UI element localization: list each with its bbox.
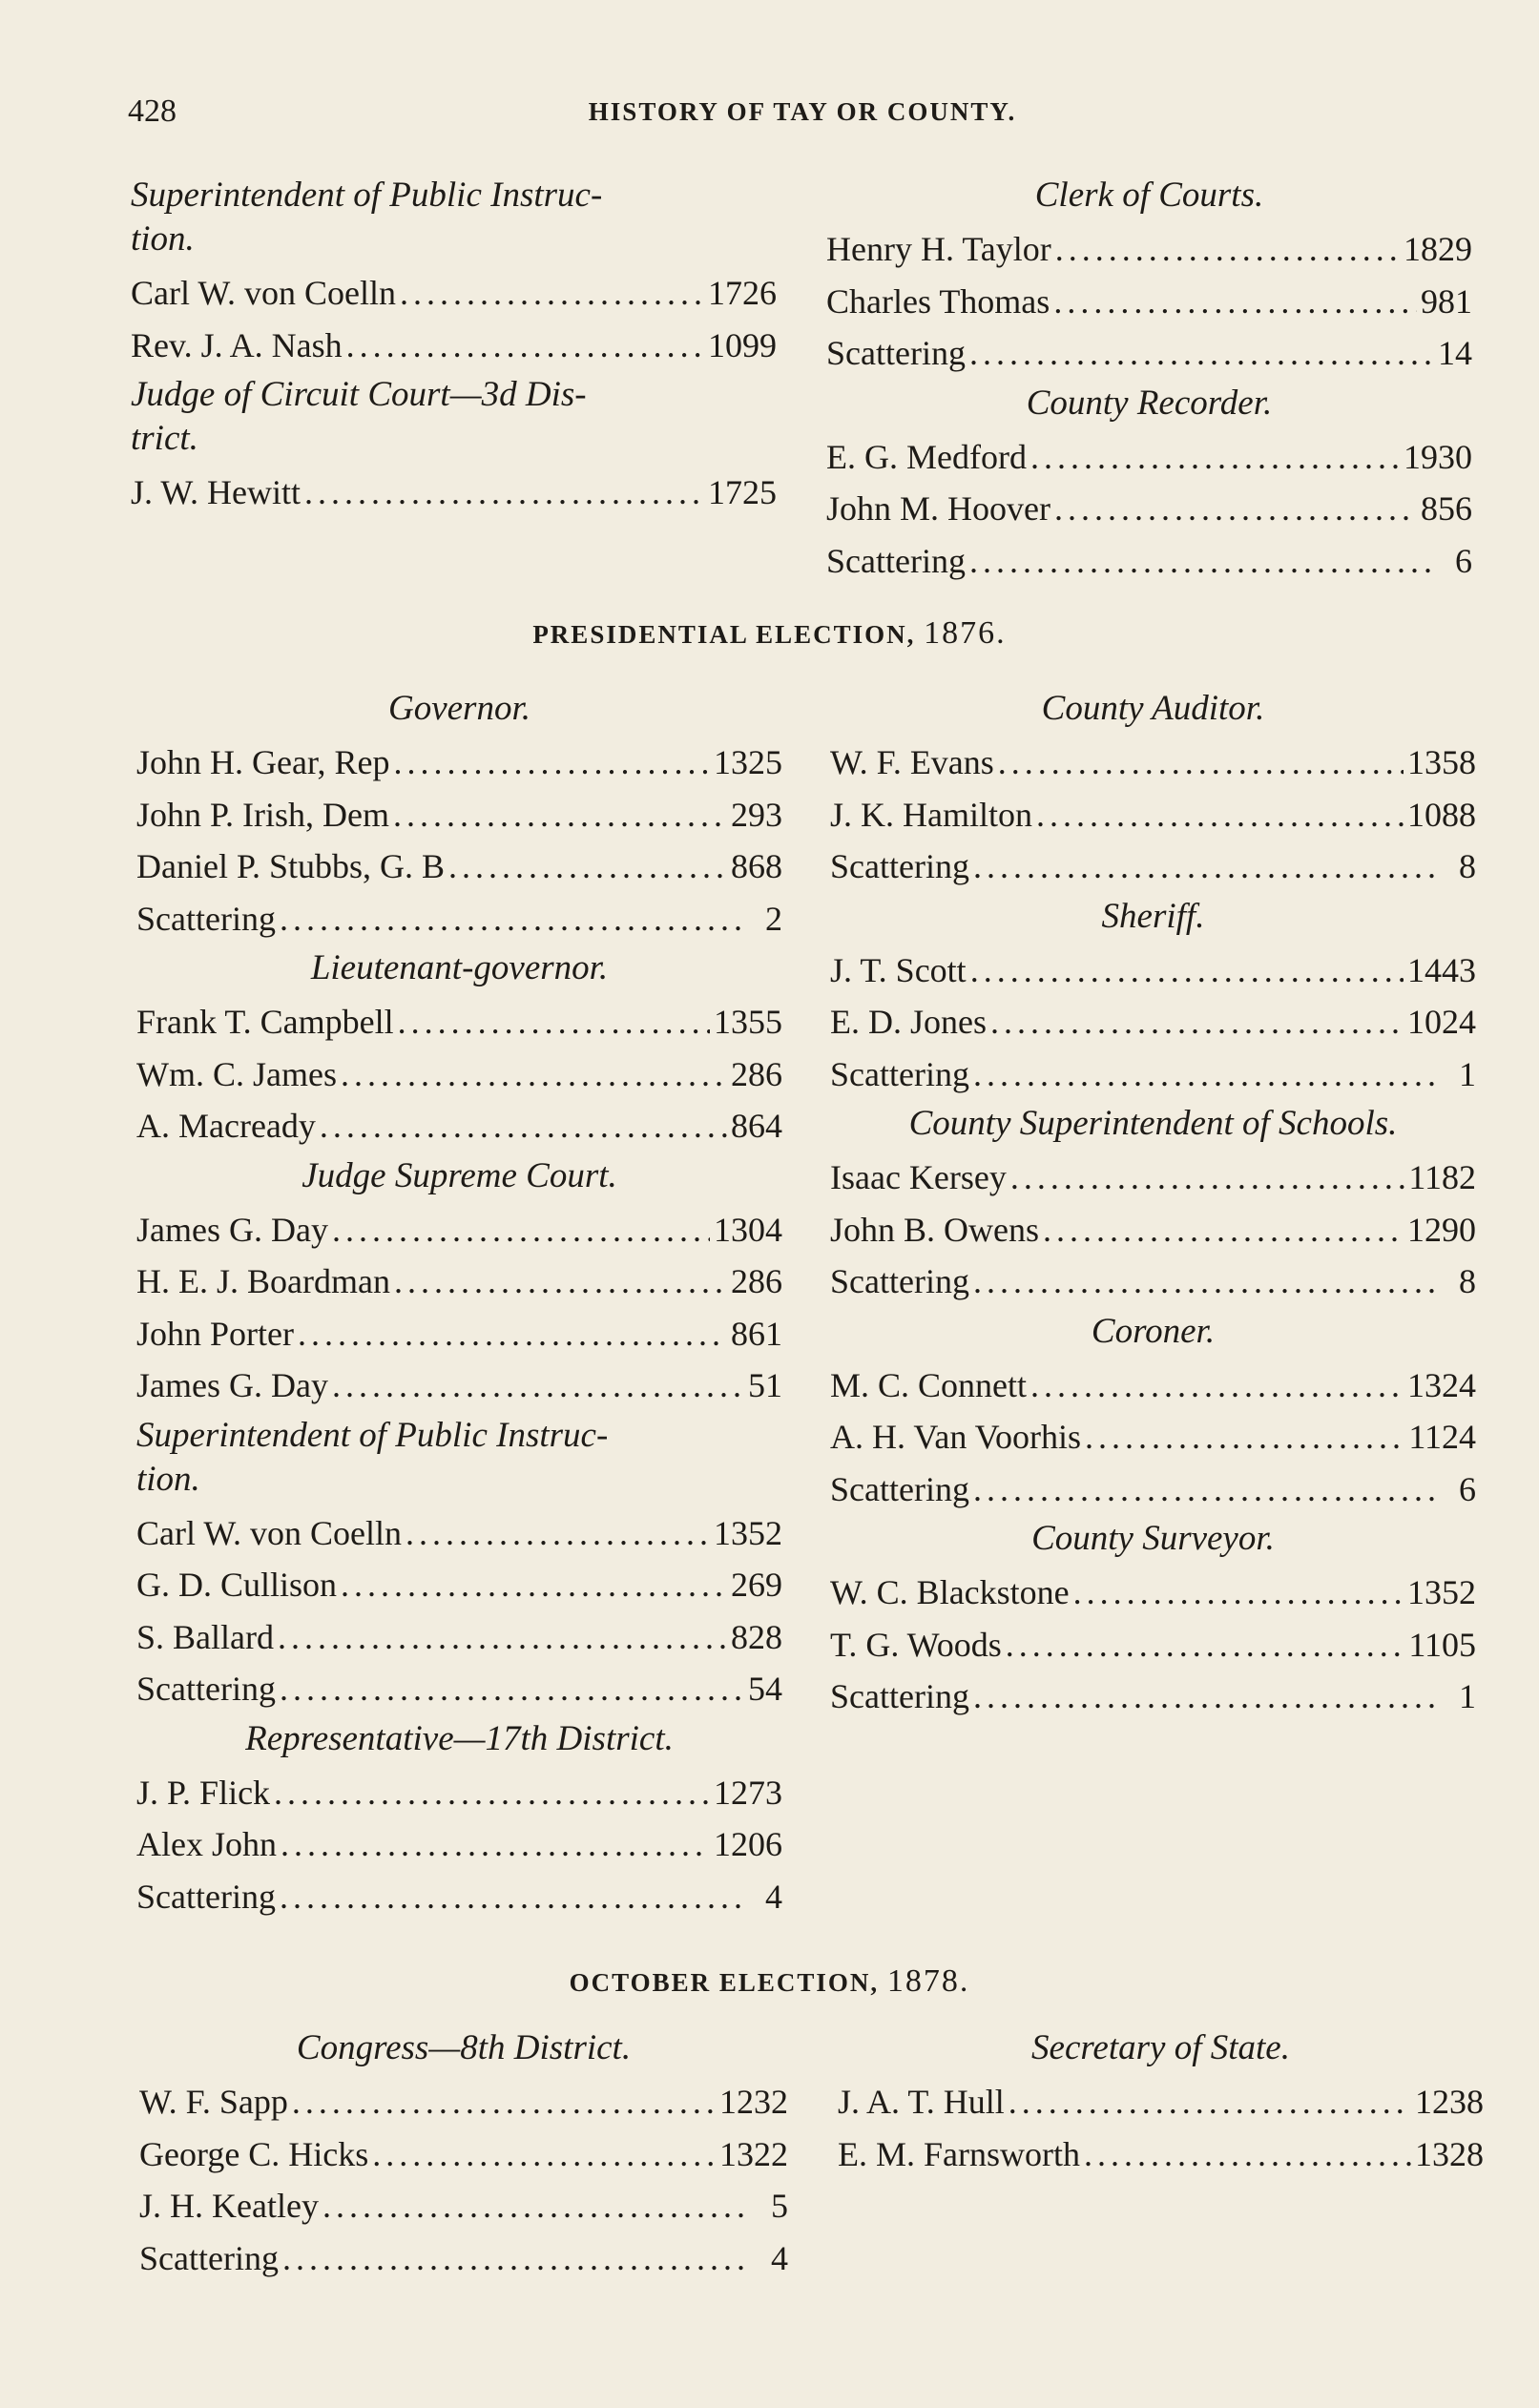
office-block [830, 1102, 1476, 1308]
candidate-row [139, 2076, 788, 2128]
vote-count: 1725 [708, 473, 777, 511]
vote-count: 1182 [1408, 1158, 1476, 1196]
dot-leader [1053, 276, 1417, 328]
dot-leader [973, 1048, 1434, 1101]
dot-leader [1084, 2128, 1411, 2181]
candidate-row [136, 1871, 782, 1923]
candidate-name: Scattering [826, 541, 966, 580]
office-block [131, 373, 777, 519]
candidate-name: J. A. T. Hull [838, 2083, 1005, 2121]
vote-count: 8 [1459, 847, 1476, 885]
office-block [131, 174, 777, 371]
candidate-row [830, 1256, 1476, 1308]
vote-count: 1325 [714, 743, 782, 781]
vote-count: 828 [731, 1617, 782, 1656]
october-right-column [838, 2024, 1484, 2180]
running-head [128, 93, 1477, 135]
candidate-row [826, 276, 1472, 328]
dot-leader [1054, 483, 1417, 535]
candidate-row [136, 1559, 782, 1611]
section-heading-text: PRESIDENTIAL ELECTION, [532, 620, 916, 649]
office-block [830, 1310, 1476, 1516]
candidate-row [826, 431, 1472, 484]
dot-leader [448, 841, 727, 893]
office-title-text: County Auditor. [1041, 689, 1265, 728]
candidate-row [136, 1507, 782, 1560]
dot-leader [1030, 1360, 1404, 1412]
candidate-row [830, 841, 1476, 893]
candidate-row [830, 1619, 1476, 1671]
candidate-name: James G. Day [136, 1366, 328, 1404]
october-left-column [139, 2024, 788, 2284]
candidate-row [136, 893, 782, 945]
candidate-row [830, 1567, 1476, 1619]
dot-leader [969, 327, 1430, 380]
candidate-row [136, 1308, 782, 1360]
candidate-row [830, 1360, 1476, 1412]
vote-count: 293 [731, 795, 782, 834]
dot-leader [1010, 1152, 1404, 1204]
dot-leader [346, 320, 704, 372]
candidate-name: J. T. Scott [830, 950, 967, 989]
candidate-name: W. F. Evans [830, 743, 994, 781]
vote-count: 1206 [714, 1825, 782, 1863]
office-block [830, 1517, 1476, 1723]
candidate-name: T. G. Woods [830, 1625, 1002, 1664]
office-block [826, 382, 1472, 588]
candidate-name: Rev. J. A. Nash [131, 325, 343, 364]
dot-leader [1030, 431, 1400, 484]
office-title-text: Clerk of Courts. [1034, 176, 1264, 215]
office-title [136, 1154, 782, 1198]
candidate-name: Carl W. von Coelln [136, 1513, 402, 1552]
presidential-right-column [830, 685, 1476, 1723]
candidate-row [826, 483, 1472, 535]
candidate-name: George C. Hicks [139, 2134, 369, 2173]
dot-leader [341, 1559, 727, 1611]
dot-leader [1073, 1567, 1404, 1619]
candidate-name: John Porter [136, 1314, 294, 1353]
vote-count: 868 [731, 847, 782, 885]
dot-leader [969, 535, 1430, 588]
office-title-continuation: tion. [131, 219, 195, 259]
vote-count: 1 [1459, 1054, 1476, 1093]
vote-count: 269 [731, 1566, 782, 1604]
vote-count: 1088 [1407, 795, 1476, 834]
office-title-text: Superintendent of Public Instruc- [136, 1415, 609, 1455]
candidate-row [830, 1463, 1476, 1516]
office-title [131, 174, 777, 261]
office-title-text: Lieutenant-governor. [310, 948, 609, 987]
office-title [136, 1717, 782, 1761]
candidate-name: Scattering [830, 1469, 969, 1508]
vote-count: 54 [748, 1670, 782, 1708]
dot-leader [1085, 1411, 1404, 1463]
candidate-name: Wm. C. James [136, 1054, 337, 1093]
dot-leader [341, 1048, 727, 1101]
page-number: 428 [128, 93, 177, 129]
vote-count: 6 [1455, 541, 1472, 580]
vote-count: 1024 [1407, 1003, 1476, 1041]
office-title-text: County Superintendent of Schools. [908, 1104, 1398, 1143]
candidate-name: Carl W. von Coelln [131, 274, 396, 312]
dot-leader [332, 1360, 740, 1412]
vote-count: 1829 [1404, 230, 1472, 268]
candidate-name: W. F. Sapp [139, 2083, 288, 2121]
running-title: HISTORY OF TAY OR COUNTY. [588, 97, 1017, 126]
dot-leader [281, 1818, 710, 1871]
candidate-row [131, 467, 777, 519]
vote-count: 856 [1421, 489, 1472, 528]
office-block [139, 2026, 788, 2284]
candidate-row [830, 1411, 1476, 1463]
candidate-name: J. P. Flick [136, 1773, 271, 1812]
office-title-text: County Recorder. [1026, 383, 1273, 423]
dot-leader [973, 841, 1434, 893]
office-block [838, 2026, 1484, 2180]
vote-count: 861 [731, 1314, 782, 1353]
vote-count: 1358 [1407, 743, 1476, 781]
office-block [136, 687, 782, 945]
candidate-name: Daniel P. Stubbs, G. B [136, 847, 446, 885]
candidate-row [826, 327, 1472, 380]
vote-count: 4 [765, 1877, 782, 1916]
office-title-text: County Surveyor. [1031, 1519, 1275, 1558]
vote-count: 1352 [714, 1513, 782, 1552]
dot-leader [274, 1767, 710, 1819]
office-title [139, 2026, 788, 2070]
candidate-row [136, 789, 782, 841]
dot-leader [973, 1671, 1434, 1723]
dot-leader [282, 2232, 746, 2285]
vote-count: 6 [1459, 1469, 1476, 1508]
candidate-row [830, 737, 1476, 789]
candidate-row [136, 1204, 782, 1256]
candidate-name: Scattering [830, 1054, 969, 1093]
dot-leader [400, 267, 704, 320]
candidate-row [830, 1671, 1476, 1723]
candidate-name: E. M. Farnsworth [838, 2134, 1080, 2173]
section-heading-year: 1876. [924, 615, 1007, 651]
dot-leader [278, 1611, 727, 1664]
dot-leader [406, 1507, 710, 1560]
office-block [136, 1414, 782, 1715]
candidate-row [826, 535, 1472, 588]
dot-leader [322, 2180, 746, 2232]
vote-count: 1443 [1407, 950, 1476, 989]
candidate-row [826, 223, 1472, 276]
dot-leader [1009, 2076, 1411, 2128]
candidate-name: Scattering [136, 899, 276, 938]
dot-leader [394, 1256, 727, 1308]
candidate-name: G. D. Cullison [136, 1566, 338, 1604]
vote-count: 8 [1459, 1262, 1476, 1300]
office-title-text: Governor. [387, 689, 530, 728]
vote-count: 1238 [1415, 2083, 1484, 2121]
dot-leader [372, 2128, 716, 2181]
candidate-name: J. K. Hamilton [830, 795, 1032, 834]
office-title-text: Congress—8th District. [296, 2028, 632, 2067]
candidate-name: John H. Gear, Rep [136, 743, 390, 781]
candidate-row [131, 267, 777, 320]
dot-leader [1006, 1619, 1405, 1671]
office-title [826, 174, 1472, 218]
dot-leader [292, 2076, 716, 2128]
office-block [830, 895, 1476, 1101]
candidate-row [830, 1048, 1476, 1101]
dot-leader [398, 996, 710, 1048]
candidate-name: S. Ballard [136, 1617, 274, 1656]
vote-count: 1 [1459, 1677, 1476, 1715]
candidate-name: H. E. J. Boardman [136, 1262, 390, 1300]
candidate-row [136, 737, 782, 789]
office-title-text: Judge of Circuit Court—3d Dis- [131, 375, 587, 414]
office-title-text: Judge Supreme Court. [302, 1155, 617, 1195]
vote-count: 1324 [1407, 1365, 1476, 1404]
vote-count: 1930 [1404, 437, 1472, 476]
office-title-text: Coroner. [1091, 1311, 1216, 1351]
candidate-name: Frank T. Campbell [136, 1003, 394, 1041]
office-title [838, 2026, 1484, 2070]
office-title-continuation: tion. [136, 1459, 200, 1499]
top-right-column [826, 172, 1472, 587]
dot-leader [304, 467, 704, 519]
candidate-name: A. Macready [136, 1107, 316, 1145]
candidate-row [139, 2180, 788, 2232]
dot-leader [1036, 789, 1404, 841]
vote-count: 14 [1438, 334, 1472, 372]
candidate-row [131, 320, 777, 372]
candidate-name: Scattering [826, 334, 966, 372]
candidate-name: J. W. Hewitt [131, 473, 302, 511]
candidate-row [830, 1204, 1476, 1256]
vote-count: 1124 [1408, 1418, 1476, 1456]
office-title [830, 1310, 1476, 1354]
candidate-row [136, 1663, 782, 1715]
candidate-row [139, 2232, 788, 2285]
candidate-row [838, 2128, 1484, 2181]
candidate-name: Scattering [830, 1677, 969, 1715]
office-title-text: Representative—17th District. [245, 1718, 674, 1758]
candidate-name: W. C. Blackstone [830, 1573, 1070, 1611]
candidate-row [136, 996, 782, 1048]
candidate-name: John M. Hoover [826, 489, 1050, 528]
candidate-name: J. H. Keatley [139, 2187, 319, 2225]
dot-leader [393, 789, 727, 841]
presidential-election-heading [0, 615, 1539, 652]
dot-leader [998, 737, 1404, 789]
candidate-name: Scattering [136, 1877, 276, 1916]
office-title [136, 687, 782, 731]
section-heading-text: OCTOBER ELECTION, [569, 1968, 880, 1997]
candidate-name: Henry H. Taylor [826, 230, 1051, 268]
dot-leader [280, 893, 740, 945]
office-title-text: Secretary of State. [1031, 2028, 1290, 2067]
dot-leader [990, 996, 1404, 1048]
office-block [830, 687, 1476, 893]
dot-leader [970, 945, 1404, 997]
office-title [136, 1414, 782, 1502]
candidate-row [838, 2076, 1484, 2128]
candidate-row [136, 1611, 782, 1664]
candidate-name: Alex John [136, 1825, 277, 1863]
vote-count: 4 [771, 2238, 788, 2277]
office-title [830, 1517, 1476, 1561]
vote-count: 2 [765, 899, 782, 938]
candidate-row [136, 1767, 782, 1819]
candidate-row [830, 789, 1476, 841]
dot-leader [332, 1204, 710, 1256]
vote-count: 286 [731, 1262, 782, 1300]
candidate-row [136, 1360, 782, 1412]
presidential-left-column [136, 685, 782, 1922]
dot-leader [1055, 223, 1400, 276]
vote-count: 1304 [714, 1210, 782, 1249]
office-title [830, 687, 1476, 731]
office-title [826, 382, 1472, 426]
candidate-name: John P. Irish, Dem [136, 795, 390, 834]
candidate-name: E. G. Medford [826, 437, 1027, 476]
vote-count: 286 [731, 1054, 782, 1093]
candidate-name: Scattering [139, 2238, 279, 2277]
candidate-row [136, 1818, 782, 1871]
candidate-row [136, 1048, 782, 1101]
dot-leader [973, 1463, 1434, 1516]
office-title-text: Superintendent of Public Instruc- [131, 176, 603, 215]
office-title [131, 373, 777, 461]
vote-count: 1726 [708, 274, 777, 312]
candidate-name: A. H. Van Voorhis [830, 1418, 1082, 1456]
candidate-row [830, 996, 1476, 1048]
candidate-name: Scattering [830, 1262, 969, 1300]
office-block [136, 1717, 782, 1923]
vote-count: 5 [771, 2187, 788, 2225]
office-title [830, 895, 1476, 939]
candidate-row [136, 841, 782, 893]
candidate-row [139, 2128, 788, 2181]
candidate-name: James G. Day [136, 1210, 328, 1249]
candidate-row [830, 945, 1476, 997]
dot-leader [973, 1256, 1434, 1308]
october-election-heading [0, 1963, 1539, 2000]
office-title [830, 1102, 1476, 1146]
vote-count: 1322 [719, 2134, 788, 2173]
candidate-row [136, 1256, 782, 1308]
section-heading-year: 1878. [886, 1963, 970, 1999]
dot-leader [280, 1663, 740, 1715]
office-block [826, 174, 1472, 380]
candidate-name: E. D. Jones [830, 1003, 987, 1041]
vote-count: 1352 [1407, 1573, 1476, 1611]
vote-count: 1105 [1408, 1625, 1476, 1664]
dot-leader [280, 1871, 740, 1923]
office-title-continuation: trict. [131, 419, 198, 458]
vote-count: 1290 [1407, 1210, 1476, 1249]
office-title-text: Sheriff. [1101, 896, 1205, 936]
vote-count: 1232 [719, 2083, 788, 2121]
candidate-row [136, 1100, 782, 1152]
dot-leader [1043, 1204, 1404, 1256]
candidate-name: Isaac Kersey [830, 1158, 1007, 1196]
vote-count: 1355 [714, 1003, 782, 1041]
dot-leader [298, 1308, 727, 1360]
vote-count: 1273 [714, 1773, 782, 1812]
top-left-column [131, 172, 777, 519]
vote-count: 1328 [1415, 2134, 1484, 2173]
candidate-name: Charles Thomas [826, 281, 1050, 321]
office-title [136, 946, 782, 990]
vote-count: 51 [748, 1366, 782, 1404]
office-block [136, 1154, 782, 1412]
candidate-name: Scattering [136, 1670, 276, 1708]
vote-count: 864 [731, 1107, 782, 1145]
candidate-name: Scattering [830, 847, 969, 885]
vote-count: 1099 [708, 325, 777, 364]
vote-count: 981 [1421, 281, 1472, 321]
dot-leader [320, 1100, 727, 1152]
candidate-name: M. C. Connett [830, 1365, 1028, 1404]
office-block [136, 946, 782, 1152]
candidate-name: John B. Owens [830, 1210, 1040, 1249]
dot-leader [394, 737, 711, 789]
candidate-row [830, 1152, 1476, 1204]
